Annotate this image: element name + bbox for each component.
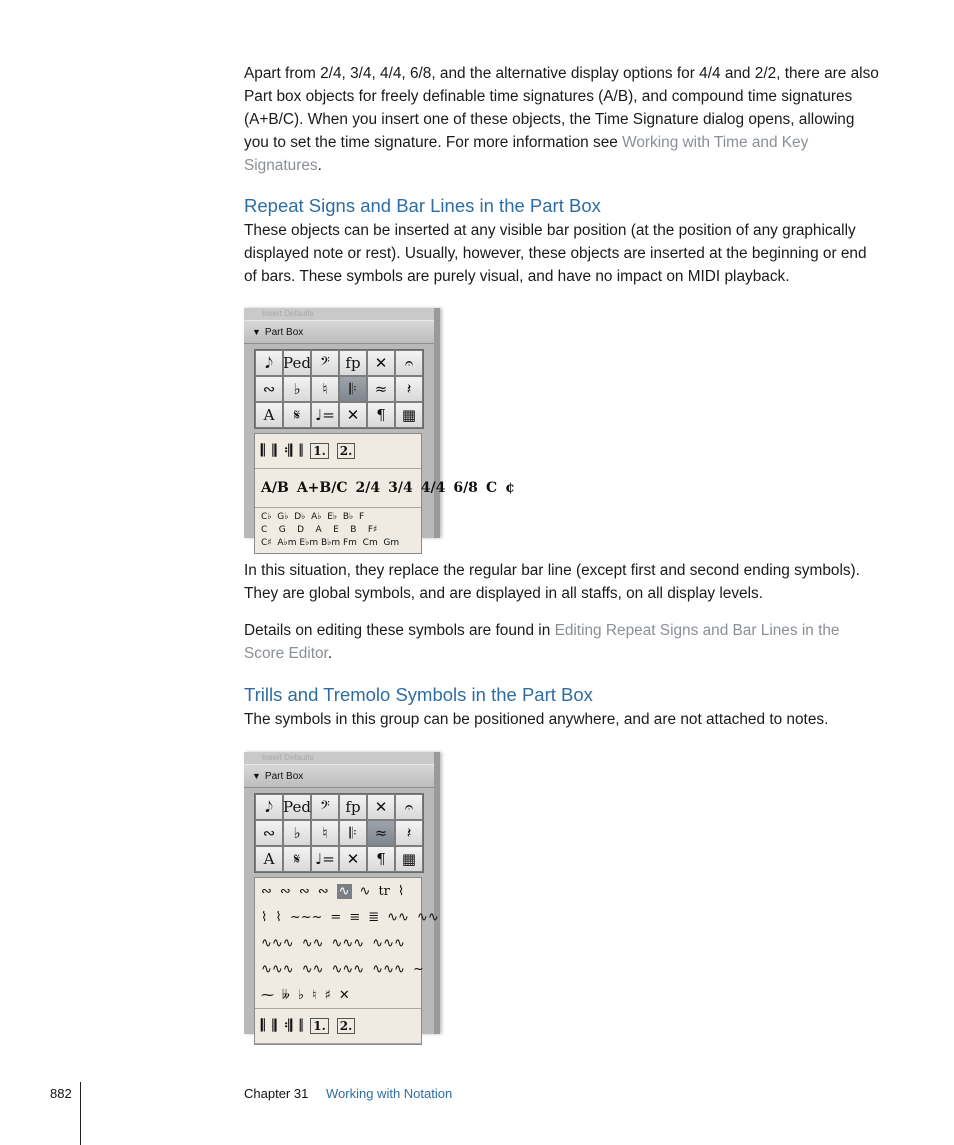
- palette-cell-grid-icon[interactable]: ▦: [396, 847, 422, 871]
- intro-text: Apart from 2/4, 3/4, 4/4, 6/8, and the alternative display options for 4/4 and 2/2, there are also Part box objects for freely definable time signatures (A/B), and compound time signatures (A+B/C). When you insert one of these objects, the Time Signature dialog opens, allowing you to set the time signature. For more information see: [244, 65, 879, 151]
- palette-cell-fermata-icon[interactable]: 𝄐: [396, 351, 422, 375]
- wavy-line-icon[interactable]: ∿∿∿: [261, 961, 294, 977]
- palette-cell-slur-icon[interactable]: ∾: [256, 377, 282, 401]
- part-box-subgroup: [254, 877, 439, 1045]
- palette-cell-pedal-icon[interactable]: Ped: [284, 351, 310, 375]
- palette-cell-text-icon[interactable]: A: [256, 403, 282, 427]
- part-box-titlebar[interactable]: [244, 320, 434, 344]
- arpeggio-icon[interactable]: ⌇: [261, 909, 268, 925]
- wavy-line-icon[interactable]: ∿∿∿: [331, 961, 365, 977]
- wavy-line-icon[interactable]: ∿∿∿: [372, 961, 405, 977]
- palette-cell-fermata-icon[interactable]: 𝄐: [396, 795, 422, 819]
- wavy-line-icon[interactable]: ∿∿∿: [331, 935, 365, 951]
- key-signature-rows: [255, 508, 421, 553]
- part-box-figure-repeat: [244, 308, 515, 548]
- arpeggio-icon[interactable]: ⌇: [275, 909, 282, 925]
- time-sig-a-b-c[interactable]: A+B/C: [296, 479, 348, 496]
- barline-single-icon[interactable]: 𝄁: [299, 1016, 303, 1035]
- turn-icon[interactable]: ∾: [298, 883, 310, 899]
- barline-repeat-both-icon[interactable]: 𝄇: [284, 441, 292, 460]
- palette-cell-noteheads-icon[interactable]: ✕: [368, 795, 394, 819]
- disclosure-triangle-icon[interactable]: ▼: [252, 327, 261, 337]
- time-sig-cut[interactable]: ¢: [505, 479, 515, 496]
- turn-icon[interactable]: ∾: [279, 883, 291, 899]
- palette-cell-grid-icon[interactable]: ▦: [396, 403, 422, 427]
- palette-cell-accidental-icon[interactable]: ♭: [284, 377, 310, 401]
- palette-cell-natural-icon[interactable]: ♮: [312, 377, 338, 401]
- palette-cell-clef-icon[interactable]: 𝄢: [312, 351, 338, 375]
- barline-double-icon[interactable]: 𝄂: [272, 1016, 277, 1035]
- palette-cell-note-icon[interactable]: 𝅘𝅥𝅮: [256, 351, 282, 375]
- time-sig-3-4[interactable]: 3/4: [388, 479, 413, 496]
- accidental-row: [255, 982, 421, 1009]
- palette-cell-noteheads-icon[interactable]: ✕: [368, 351, 394, 375]
- part-box-title: Part Box: [264, 771, 304, 782]
- barline-single-icon[interactable]: 𝄁: [299, 441, 303, 460]
- part-box-palette: [254, 793, 424, 873]
- part-box-figure-trills: [244, 752, 440, 1034]
- palette-cell-dynamics-icon[interactable]: fp: [340, 351, 366, 375]
- section2-body: The symbols in this group can be positioned anywhere, and are not attached to notes.: [244, 711, 829, 728]
- tremolo-icon[interactable]: ≣: [368, 909, 380, 925]
- disclosure-triangle-icon[interactable]: ▼: [252, 771, 261, 781]
- part-box-titlebar[interactable]: [244, 764, 434, 788]
- footer-chapter-title-link[interactable]: Working with Notation: [326, 1086, 453, 1101]
- section-heading-repeat-signs: Repeat Signs and Bar Lines in the Part Box: [244, 195, 601, 216]
- intro-end: .: [317, 157, 322, 174]
- arpeggio-icon[interactable]: ⌇: [397, 883, 405, 899]
- barline-repeat-start-icon[interactable]: 𝄃: [261, 1016, 265, 1035]
- trill-icon[interactable]: tr: [378, 883, 390, 899]
- palette-cell-tempo-icon[interactable]: ♩=: [312, 403, 338, 427]
- ornament-row: [255, 904, 439, 930]
- ornament-row: [255, 878, 421, 904]
- barline-repeat-both-icon[interactable]: 𝄇: [284, 1016, 292, 1035]
- mordent-icon[interactable]: ∾: [317, 883, 329, 899]
- palette-cell-segno-icon[interactable]: 𝄋: [284, 847, 310, 871]
- natural-icon[interactable]: ♮: [311, 987, 317, 1003]
- time-sig-6-8[interactable]: 6/8: [453, 479, 478, 496]
- mordent-icon[interactable]: ∿: [359, 883, 371, 899]
- page-number: 882: [50, 1086, 72, 1101]
- palette-cell-clef-icon[interactable]: 𝄢: [312, 795, 338, 819]
- tremolo-icon[interactable]: =: [330, 909, 342, 925]
- palette-cell-repeat-icon[interactable]: 𝄆: [340, 377, 366, 401]
- time-sig-a-b[interactable]: A/B: [261, 479, 289, 496]
- wavy-line-icon[interactable]: ∿∿∿: [372, 935, 405, 951]
- second-ending-icon[interactable]: 2.: [337, 1018, 356, 1034]
- time-sig-2-4[interactable]: 2/4: [355, 479, 381, 496]
- palette-cell-pilcrow-icon[interactable]: ¶: [368, 847, 394, 871]
- palette-cell-repeat-icon[interactable]: 𝄆: [340, 821, 366, 845]
- first-ending-icon[interactable]: 1.: [310, 443, 329, 459]
- barline-repeat-start-icon[interactable]: 𝄃: [261, 441, 265, 460]
- glissando-icon[interactable]: ⁓: [261, 987, 274, 1003]
- key-sig-line[interactable]: C G D A E B F♯: [261, 525, 378, 535]
- time-signature-row: [255, 469, 515, 508]
- palette-cell-pedal-icon[interactable]: Ped: [284, 795, 310, 819]
- palette-cell-dynamics-icon[interactable]: fp: [340, 795, 366, 819]
- part-box-palette: [254, 349, 424, 429]
- second-ending-icon[interactable]: 2.: [337, 443, 356, 459]
- turn-icon[interactable]: ∾: [261, 883, 272, 899]
- trill-line-icon[interactable]: ~~~: [289, 909, 323, 925]
- palette-cell-natural-icon[interactable]: ♮: [312, 821, 338, 845]
- details-text: Details on editing these symbols are found in: [244, 622, 555, 639]
- double-sharp-icon[interactable]: ✕: [338, 987, 350, 1003]
- palette-cell-slur-icon[interactable]: ∾: [256, 821, 282, 845]
- key-sig-line[interactable]: C♯ A♭m E♭m B♭m Fm Cm Gm: [261, 538, 400, 548]
- part-box-title: Part Box: [264, 327, 304, 338]
- ornament-row: [255, 956, 424, 982]
- barline-row: [255, 434, 421, 469]
- time-key-signatures-link[interactable]: Working with Time and Key Signatures: [244, 134, 809, 174]
- palette-cell-trill-icon[interactable]: ≈: [368, 821, 394, 845]
- footer-chapter: Chapter 31: [244, 1086, 309, 1101]
- tilde-icon[interactable]: ~: [412, 961, 424, 977]
- palette-cell-accidental-icon[interactable]: ♭: [284, 821, 310, 845]
- ornament-row: [255, 930, 421, 956]
- wavy-line-icon[interactable]: ∿∿: [387, 909, 409, 925]
- details-end: .: [327, 645, 333, 662]
- barline-row: [255, 1009, 421, 1044]
- flat-icon[interactable]: ♭: [297, 987, 304, 1003]
- footer-divider: [80, 1082, 81, 1145]
- palette-cell-tempo-icon[interactable]: ♩=: [312, 847, 338, 871]
- palette-cell-trill-icon[interactable]: ≈: [368, 377, 394, 401]
- time-sig-common[interactable]: C: [485, 479, 498, 496]
- section1-body: These objects can be inserted at any visible bar position (at the position of any graphically displayed note or rest). Usually, however, these objects are inserted at the beginning or end of bars. These symbols are purely visual, and have no impact on MIDI playback.: [244, 222, 867, 285]
- palette-cell-text-icon[interactable]: A: [256, 847, 282, 871]
- palette-cell-note-icon[interactable]: 𝅘𝅥𝅮: [256, 795, 282, 819]
- intro-paragraph: [244, 62, 880, 177]
- key-sig-line[interactable]: C♭ G♭ D♭ A♭ E♭ B♭ F: [261, 512, 365, 522]
- wavy-line-icon[interactable]: ∿∿: [301, 935, 324, 951]
- insert-defaults-strip: Insert Defaults: [244, 752, 434, 764]
- editing-repeat-signs-link[interactable]: Editing Repeat Signs and Bar Lines in the Score Editor: [244, 622, 840, 662]
- wavy-line-icon[interactable]: ∿∿: [416, 909, 439, 925]
- details-paragraph: [244, 619, 880, 665]
- palette-cell-lines-icon[interactable]: ✕: [340, 403, 366, 427]
- wavy-line-icon[interactable]: ∿∿∿: [261, 935, 294, 951]
- section-heading-trills: Trills and Tremolo Symbols in the Part Box: [244, 684, 593, 705]
- palette-cell-pilcrow-icon[interactable]: ¶: [368, 403, 394, 427]
- insert-defaults-strip: Insert Defaults: [244, 308, 434, 320]
- global-symbols-paragraph: In this situation, they replace the regular bar line (except first and second ending symbols). They are global symbols, and are displayed in all staffs, on all display levels.: [244, 562, 860, 602]
- palette-cell-lines-icon[interactable]: ✕: [340, 847, 366, 871]
- double-flat-icon[interactable]: 𝄫: [282, 987, 290, 1003]
- palette-cell-rest-icon[interactable]: 𝄽: [396, 377, 422, 401]
- first-ending-icon[interactable]: 1.: [310, 1018, 329, 1034]
- part-box-subgroup: [254, 433, 515, 554]
- mordent-selected-icon[interactable]: ∿: [338, 883, 350, 899]
- sharp-icon[interactable]: ♯: [324, 987, 331, 1003]
- tremolo-icon[interactable]: ≡: [349, 909, 361, 925]
- palette-cell-segno-icon[interactable]: 𝄋: [284, 403, 310, 427]
- barline-double-icon[interactable]: 𝄂: [272, 441, 277, 460]
- palette-cell-rest-icon[interactable]: 𝄽: [396, 821, 422, 845]
- time-sig-4-4[interactable]: 4/4: [420, 479, 446, 496]
- wavy-line-icon[interactable]: ∿∿: [301, 961, 324, 977]
